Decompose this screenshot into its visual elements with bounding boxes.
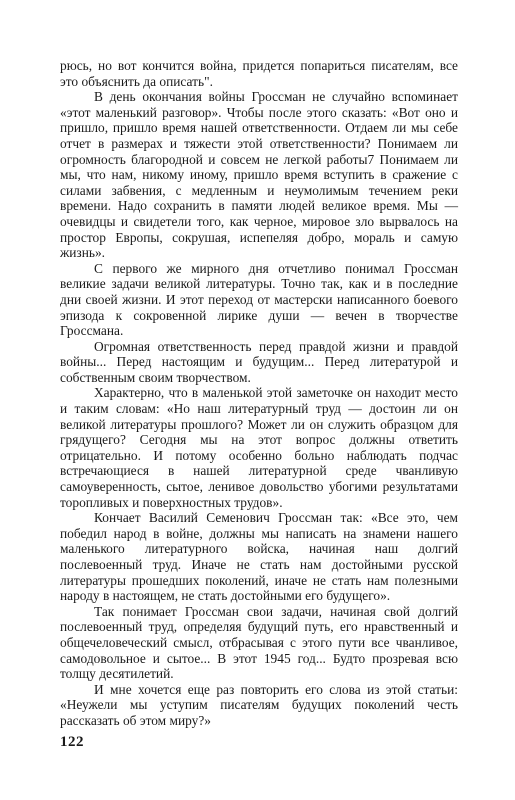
paragraph-5: Характерно, что в маленькой этой заметочке он находит место и таким словам: «Но наш литературный труд — достоин ли он великой литературы прошлого? Может ли он служить образцом для грядущего? Сегодня мы на этот вопрос должны ответить отрицательно. И потому особенно больно наблюдать подчас встречающиеся в нашей литературной среде чванливую самоуверенность, сытое, ленивое довольство убогими результатами торопливых и поверхностных трудов». [60,385,458,510]
paragraph-1: рюсь, но вот кончится война, придется попариться писателям, все это объяснить да описать". [60,58,458,89]
page-body [60,58,458,729]
paragraph-6: Кончает Василий Семенович Гроссман так: «Все это, чем победил народ в войне, должны мы написать на знамени нашего маленького литературного войска, начиная наш долгий послевоенный труд. Иначе не стать нам достойными русской литературы прошедших поколений, иначе не стать нам полезными народу в настоящем, не стать достойными его будущего». [60,510,458,604]
paragraph-7: Так понимает Гроссман свои задачи, начиная свой долгий послевоенный труд, определяя будущий путь, его нравственный и общечеловеческий смысл, отбрасывая с этого пути все чванливое, самодовольное и сытое... В этот 1945 год... Будто прозревая всю толщу десятилетий. [60,603,458,682]
paragraph-3: С первого же мирного дня отчетливо понимал Гроссман великие задачи великой литературы. Точно так, как и в последние дни своей жизни. И этот переход от мастерски написанного боевого эпизода к сокровенной лирике души — вечен в творчестве Гроссмана. [60,260,458,339]
page-number: 122 [60,734,84,750]
paragraph-2: В день окончания войны Гроссман не случайно вспоминает «этот маленький разговор». Чтобы после этого сказать: «Вот оно и пришло, пришло время нашей ответственности. Отдаем ли мы себе отчет в размерах и тяжести этой ответственности? Понимаем ли огромность благородной и совсем не легкой работы7 Понимаем ли мы, что нам, никому иному, пришло время вступить в сражение с силами забвения, с медленным и неумолимым течением реки времени. Надо сохранить в памяти людей великое время. Мы — очевидцы и свидетели того, как черное, мировое зло вырвалось на простор Европы, сокрушая, испепеляя добро, мораль и самую жизнь». [60,89,458,261]
paragraph-4: Огромная ответственность перед правдой жизни и правдой войны... Перед настоящим и будущим... Перед литературой и собственным своим творчеством. [60,338,458,385]
paragraph-8: И мне хочется еще раз повторить его слова из этой статьи: «Неужели мы уступим писателям будущих поколений честь рассказать об этом миру?» [60,681,458,728]
